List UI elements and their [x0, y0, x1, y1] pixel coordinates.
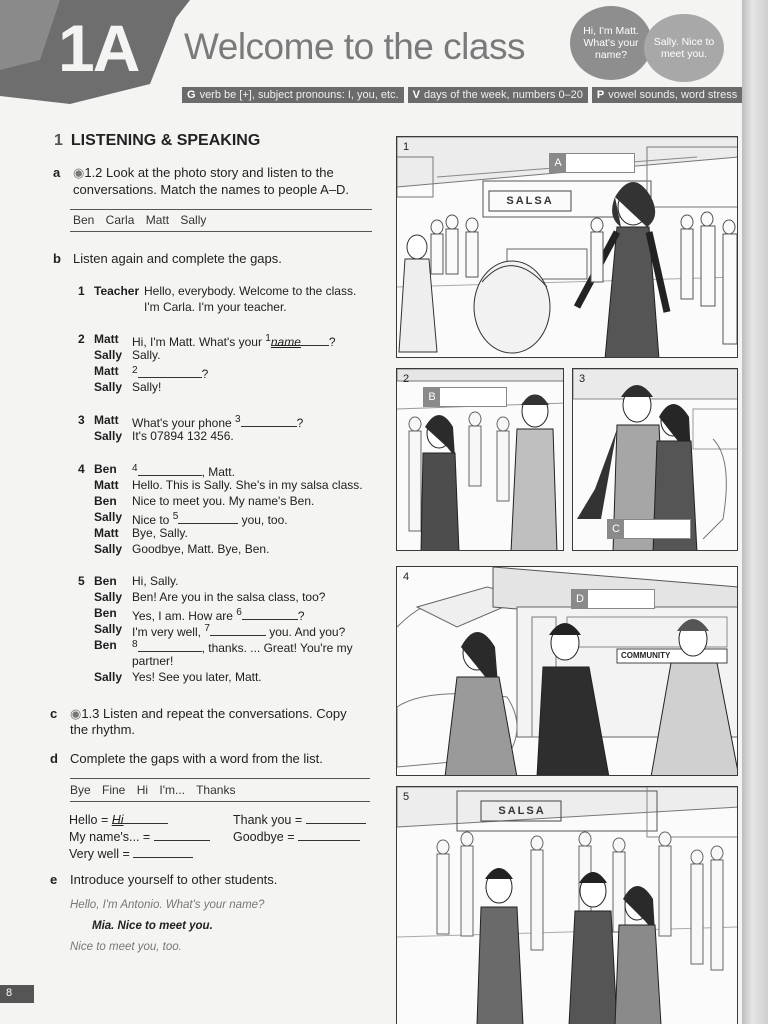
exercise-a-line-1: ◉1.2 Look at the photo story and listen to the	[73, 165, 334, 180]
label-box-c[interactable]: C	[607, 519, 691, 539]
label-box-b[interactable]: B	[423, 387, 507, 407]
page-edge	[742, 0, 768, 1024]
divider	[70, 801, 370, 802]
exercise-a-line-2: conversations. Match the names to people A–D.	[73, 182, 350, 197]
unit-code: 1A	[58, 11, 139, 85]
exercise-b-task: Listen again and complete the gaps.	[73, 251, 282, 266]
answer-gap-5[interactable]	[178, 512, 238, 524]
answer-gap-my-name[interactable]	[154, 829, 210, 841]
salsa-banner: SALSA	[506, 195, 554, 207]
names-list: Ben Carla Matt Sally	[73, 213, 207, 227]
label-box-d[interactable]: D	[571, 589, 655, 609]
section-title: 1 LISTENING & SPEAKING	[54, 132, 261, 149]
gap-goodbye: Goodbye =	[233, 829, 360, 845]
photo-panel-5	[396, 786, 738, 1024]
panel-5-illustration	[397, 787, 738, 1024]
exercise-letter-b: b	[53, 251, 61, 266]
gap-very-well: Very well =	[69, 846, 193, 862]
answer-gap-thank-you[interactable]	[306, 812, 366, 824]
page-number: 8	[0, 985, 34, 1003]
divider	[70, 231, 372, 232]
exercise-letter-a: a	[53, 165, 61, 180]
exercise-letter-d: d	[50, 751, 58, 766]
divider	[70, 209, 372, 210]
example-line-1: Hello, I'm Antonio. What's your name?	[70, 899, 265, 911]
answer-gap-3[interactable]	[241, 415, 297, 427]
exercise-c-line-1: ◉1.3 Listen and repeat the conversations. Copy	[70, 706, 347, 721]
photo-panel-2	[396, 368, 564, 551]
pronunciation-tag: P vowel sounds, word stress	[592, 87, 742, 103]
label-box-a[interactable]: A	[549, 153, 635, 173]
example-line-2: Mia. Nice to meet you.	[92, 920, 213, 932]
answer-gap-goodbye[interactable]	[298, 829, 360, 841]
gap-my-name: My name's... =	[69, 829, 210, 845]
example-answer: name	[270, 335, 301, 349]
lesson-focus-tags	[182, 87, 742, 103]
photo-panel-1	[396, 136, 738, 358]
exercise-d-task: Complete the gaps with a word from the list.	[70, 751, 323, 766]
gap-thank-you: Thank you =	[233, 812, 366, 828]
answer-gap-7[interactable]	[210, 624, 266, 636]
panel-number: 2	[403, 373, 410, 385]
answer-gap-6[interactable]	[242, 608, 298, 620]
speech-bubble-matt: Hi, I'm Matt. What's your name?	[570, 6, 652, 80]
answer-gap-4[interactable]	[138, 464, 202, 476]
photo-panel-4	[396, 566, 738, 776]
grammar-tag: G verb be [+], subject pronouns: I, you, etc.	[182, 87, 404, 103]
panel-number: 1	[403, 141, 410, 153]
exercise-letter-c: c	[50, 706, 58, 721]
answer-gap-very-well[interactable]	[133, 846, 193, 858]
audio-icon[interactable]: ◉	[73, 165, 85, 180]
panel-4-illustration	[397, 567, 738, 776]
panel-number: 4	[403, 571, 410, 583]
exercise-letter-e: e	[50, 872, 58, 887]
vocabulary-tag: V days of the week, numbers 0–20	[408, 87, 588, 103]
gap-hello: Hello = Hi	[69, 812, 168, 828]
panel-number: 3	[579, 373, 586, 385]
panel-number: 5	[403, 791, 410, 803]
textbook-page: 1A Welcome to the class Hi, I'm Matt. What's your name? Sally. Nice to meet you. G verb be [+], subject pronouns: I, you, etc. V days of the week, numbers 0–20 P vowel sounds, word stress 1 LISTENING & SPEAKING a ◉1.2 Look at the photo story and listen to the conversations. Match the names to people A–D. Ben Carla Matt Sally b Listen again and complete the gaps. 1 Teacher Hello, everybody. Welcome to the class. I'm Carla. I'm your teacher. 2 Matt Hi, I'm Matt. What's your $^1$name ? Sally Sally. Matt $^2$ ? Sally Sally! 3 Matt What's your phone $^3$ ? Sally It's 07894 132 456. 4 Ben $^4$ , Matt. Matt Hello. This is Sally. She's in my salsa class. Ben Nice to meet you. My name's Ben. Sally Nice to $^5$ you, too. Matt Bye, Sally. Sally Goodbye, Matt. Bye, Ben. 5 Ben Hi, Sally. Sally Ben! Are you in the salsa class, too? Ben Yes, I am. How are $^6$ ? Sally I'm very well, $^7$ you. And you? Ben $^8$ , thanks. ... Great! You're my partner! Sally Yes! See you later, Matt. c ◉1.3 Listen and repeat the conversations. Copy the rhythm. d Complete the gaps with a word from the list. Bye Fine Hi I'm... Thanks Hello = Hi My name's... = Very well = Thank you = Goodbye = e Introduce yourself to other students. Hello, I'm Antonio. What's your name? Mia. Nice to meet you. Nice to meet you, too. 8 1 SALSA A 2 B 3 C 4 COMMUNITY D 5 SALSA	[0, 0, 742, 1024]
photo-panel-3	[572, 368, 738, 551]
example-line-3: Nice to meet you, too.	[70, 941, 182, 953]
exercise-e-task: Introduce yourself to other students.	[70, 872, 278, 887]
word-list: Bye Fine Hi I'm... Thanks	[70, 783, 236, 797]
salsa-banner: SALSA	[498, 805, 546, 817]
community-sign: COMMUNITY	[621, 651, 671, 660]
exercise-c-line-2: the rhythm.	[70, 722, 136, 737]
answer-gap-2[interactable]	[138, 366, 202, 378]
speech-bubble-sally: Sally. Nice to meet you.	[644, 14, 724, 82]
divider	[70, 778, 370, 779]
unit-title: Welcome to the class	[184, 26, 525, 67]
audio-icon[interactable]: ◉	[70, 706, 82, 721]
answer-gap-8[interactable]	[138, 640, 202, 652]
